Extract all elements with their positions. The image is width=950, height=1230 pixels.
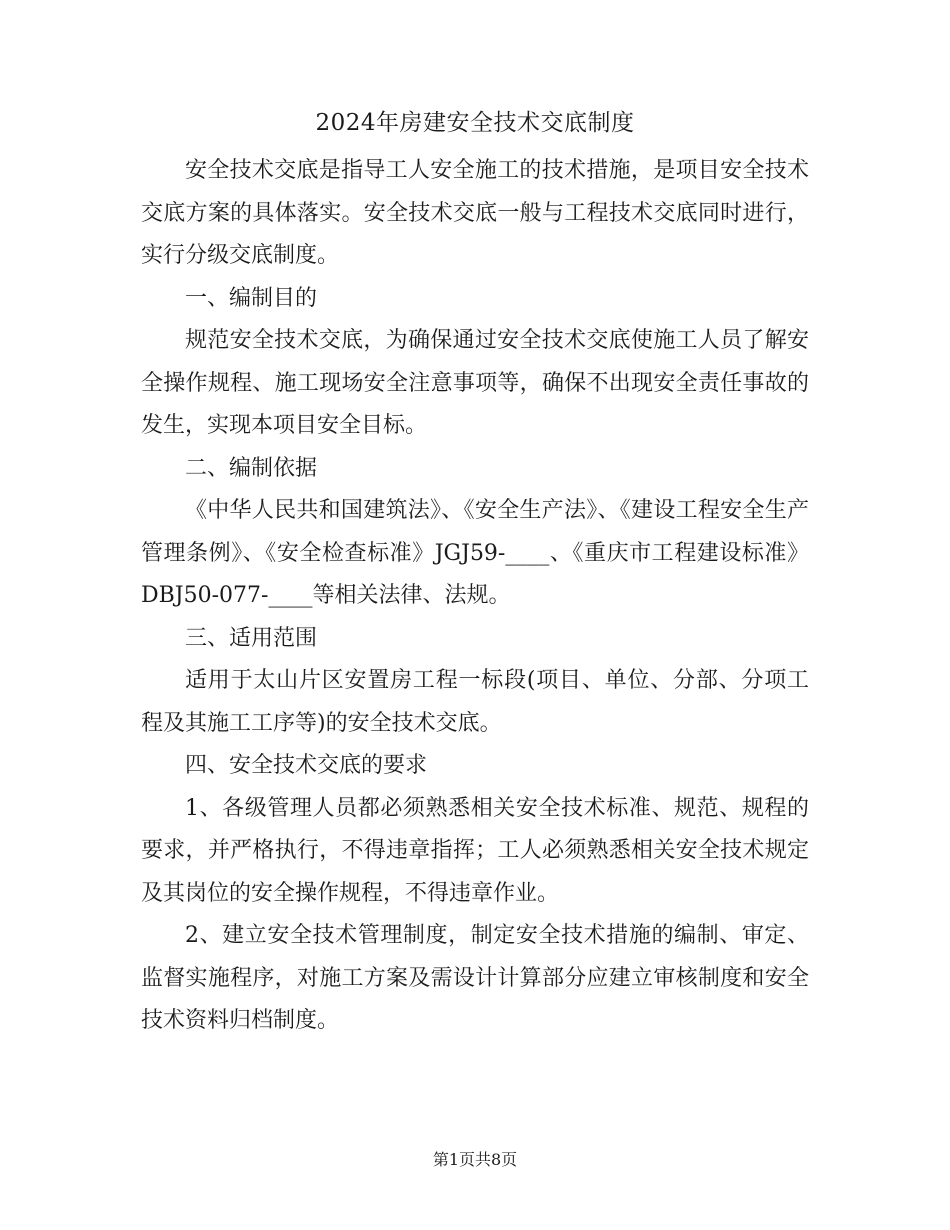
purpose-paragraph: 规范安全技术交底，为确保通过安全技术交底使施工人员了解安全操作规程、施工现场安全注意事项等，确保不出现安全责任事故的发生，实现本项目安全目标。 [141, 328, 809, 438]
scope-paragraph: 适用于太山片区安置房工程一标段(项目、单位、分部、分项工程及其施工工序等)的安全技术交底。 [141, 668, 809, 736]
document-title: 2024年房建安全技术交底制度 [315, 110, 635, 136]
section-heading-requirements: 四、安全技术交底的要求 [185, 753, 428, 778]
section-heading-basis: 二、编制依据 [185, 455, 318, 481]
basis-paragraph: 《中华人民共和国建筑法》、《安全生产法》、《建设工程安全生产管理条例》、《安全检查标准》JGJ59-____、《重庆市工程建设标准》DBJ50-077-____等相关法律、法规。 [141, 498, 809, 608]
requirement-item-1: 1、各级管理人员都必须熟悉相关安全技术标准、规范、规程的要求，并严格执行，不得违章指挥；工人必须熟悉相关安全技术规定及其岗位的安全操作规程，不得违章作业。 [141, 795, 809, 906]
document-body [141, 150, 809, 1043]
page-number-footer: 第1页共8页 [432, 1150, 518, 1169]
section-heading-scope: 三、适用范围 [185, 625, 318, 651]
section-heading-purpose: 一、编制目的 [185, 285, 318, 311]
intro-paragraph: 安全技术交底是指导工人安全施工的技术措施，是项目安全技术交底方案的具体落实。安全技术交底一般与工程技术交底同时进行，实行分级交底制度。 [141, 158, 809, 268]
requirement-item-2: 2、建立安全技术管理制度，制定安全技术措施的编制、审定、监督实施程序，对施工方案及需设计计算部分应建立审核制度和安全技术资料归档制度。 [141, 923, 809, 1033]
